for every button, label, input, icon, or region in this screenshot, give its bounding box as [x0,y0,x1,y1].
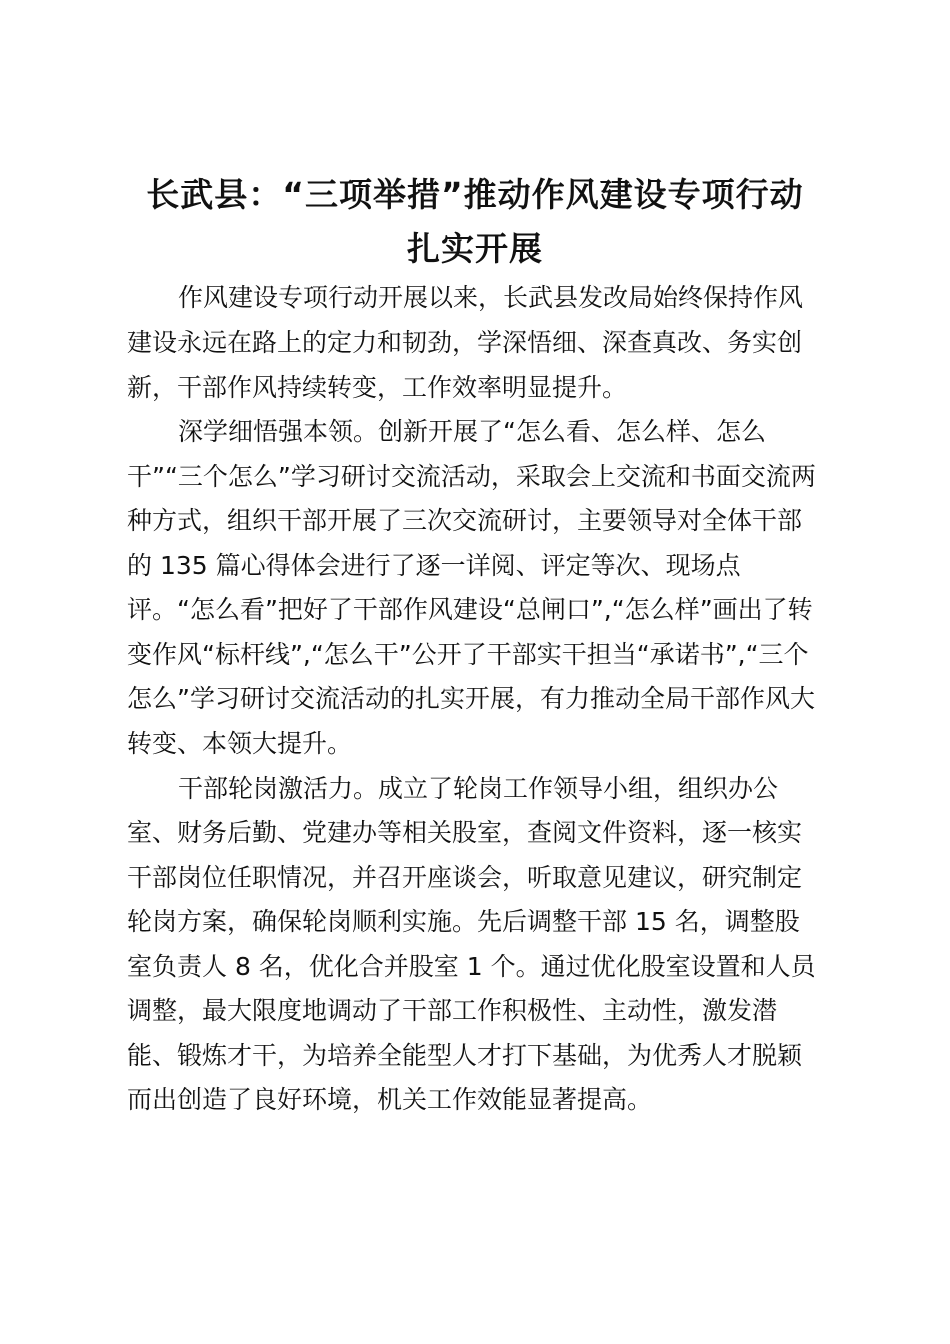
paragraph-2-line: 种方式，组织干部开展了三次交流研讨，主要领导对全体干部 [127,506,803,535]
paragraph-3-line: 室、财务后勤、党建办等相关股室，查阅文件资料，逐一核实 [127,818,803,847]
document-title-line-1: 长武县：“三项举措”推动作风建设专项行动 [146,175,804,214]
paragraph-3-line: 而出创造了良好环境，机关工作效能显著提高。 [127,1085,653,1114]
paragraph-1-line: 作风建设专项行动开展以来，长武县发改局始终保持作风 [178,283,804,312]
paragraph-3-line: 室负责人 8 名，优化合并股室 1 个。通过优化股室设置和人员 [127,952,816,981]
paragraph-2-line: 怎么”学习研讨交流活动的扎实开展，有力推动全局干部作风大 [127,684,815,713]
paragraph-3-line: 轮岗方案，确保轮岗顺利实施。先后调整干部 15 名，调整股 [127,907,800,936]
paragraph-2-line: 评。“怎么看”把好了干部作风建设“总闸口”,“怎么样”画出了转 [127,595,813,624]
paragraph-2-line: 深学细悟强本领。创新开展了“怎么看、怎么样、怎么 [178,417,766,446]
paragraph-3-line: 调整，最大限度地调动了干部工作积极性、主动性，激发潜 [127,996,778,1025]
document-title-line-2: 扎实开展 [407,229,543,268]
paragraph-1-line: 新，干部作风持续转变，工作效率明显提升。 [127,373,628,402]
paragraph-3-line: 干部轮岗激活力。成立了轮岗工作领导小组，组织办公 [178,774,779,803]
paragraph-3-line: 干部岗位任职情况，并召开座谈会，听取意见建议，研究制定 [127,863,803,892]
paragraph-2-line: 转变、本领大提升。 [127,729,353,758]
paragraph-2-line: 变作风“标杆线”,“怎么干”公开了干部实干担当“承诺书”,“三个 [127,640,809,669]
paragraph-1-line: 建设永远在路上的定力和韧劲，学深悟细、深查真改、务实创 [127,328,803,357]
paragraph-2-line: 干”“三个怎么”学习研讨交流活动，采取会上交流和书面交流两 [127,462,816,491]
paragraph-3-line: 能、锻炼才干，为培养全能型人才打下基础，为优秀人才脱颖 [127,1041,803,1070]
paragraph-2-line: 的 135 篇心得体会进行了逐一详阅、评定等次、现场点 [127,551,741,580]
